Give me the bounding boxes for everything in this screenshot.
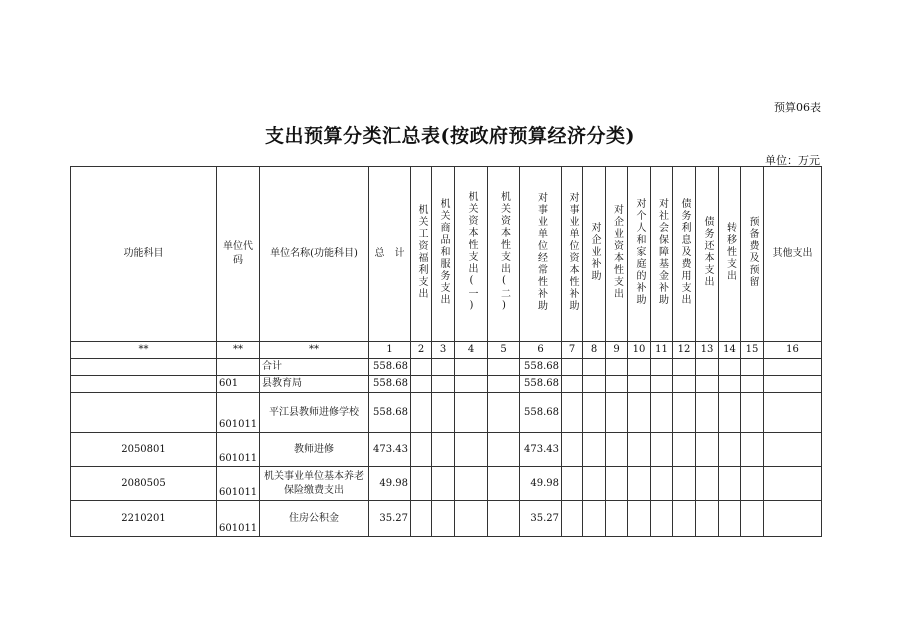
header-col-8: 对企业资本性支出 [606,167,628,342]
amount-cell [764,393,822,433]
amount-cell [606,376,628,393]
amount-cell [719,501,741,537]
amount-cell [719,393,741,433]
amount-cell [696,501,719,537]
header-unit-name: 单位名称(功能科目) [260,167,369,342]
index-cell: ** [71,342,217,359]
amount-cell: 558.68 [520,376,562,393]
amount-cell [455,376,488,393]
amount-cell [488,501,520,537]
header-col-13: 转移性支出 [719,167,741,342]
amount-cell: 473.43 [520,433,562,467]
amount-cell [764,376,822,393]
amount-cell [764,467,822,501]
total-cell: 558.68 [369,376,411,393]
amount-cell [673,376,696,393]
amount-cell [583,467,606,501]
index-cell: 9 [606,342,628,359]
amount-cell [562,433,583,467]
unit-code-cell: 601011 [217,501,260,537]
unit-name-cell: 住房公积金 [260,501,369,537]
amount-cell [628,376,651,393]
table-row [71,393,822,433]
total-cell: 35.27 [369,501,411,537]
index-cell: 16 [764,342,822,359]
amount-cell [673,359,696,376]
document-title: 支出预算分类汇总表(按政府预算经济分类) [265,125,635,147]
amount-cell [606,501,628,537]
amount-cell [488,359,520,376]
table-row [71,467,822,501]
index-cell: 6 [520,342,562,359]
header-col-7: 对企业补助 [583,167,606,342]
table-row [71,359,822,376]
amount-cell [432,433,455,467]
amount-cell [455,467,488,501]
header-unit-code: 单位代码 [217,167,260,342]
amount-cell: 558.68 [520,359,562,376]
header-col-11: 债务利息及费用支出 [673,167,696,342]
amount-cell [651,433,673,467]
index-cell: 7 [562,342,583,359]
header-col-10: 对社会保障基金补助 [651,167,673,342]
amount-cell [651,467,673,501]
amount-cell [432,359,455,376]
amount-cell [696,467,719,501]
unit-code-cell: 601011 [217,393,260,433]
amount-cell [696,359,719,376]
amount-cell [488,433,520,467]
amount-cell [562,393,583,433]
amount-cell [606,393,628,433]
document-code: 预算06表 [774,101,821,114]
unit-code-cell: 601011 [217,433,260,467]
amount-cell [651,376,673,393]
table-row [71,376,822,393]
header-col-15: 其他支出 [764,167,822,342]
header-col-3: 机关资本性支出(一) [455,167,488,342]
func-subject-cell [71,359,217,376]
index-cell: 12 [673,342,696,359]
amount-cell [651,393,673,433]
amount-cell [606,433,628,467]
index-cell: 10 [628,342,651,359]
amount-cell [488,467,520,501]
amount-cell [628,359,651,376]
amount-cell [411,359,432,376]
unit-name-cell: 县教育局 [260,376,369,393]
unit-name-cell: 平江县教师进修学校 [260,393,369,433]
func-subject-cell [71,376,217,393]
amount-cell [432,467,455,501]
index-cell: ** [260,342,369,359]
amount-cell [606,467,628,501]
amount-cell [719,433,741,467]
total-cell: 49.98 [369,467,411,501]
total-cell: 473.43 [369,433,411,467]
index-cell: ** [217,342,260,359]
amount-cell: 49.98 [520,467,562,501]
unit-name-cell: 机关事业单位基本养老保险缴费支出 [260,467,369,501]
amount-cell: 558.68 [520,393,562,433]
amount-cell [628,501,651,537]
amount-cell [741,433,764,467]
header-col-9: 对个人和家庭的补助 [628,167,651,342]
unit-name-cell: 教师进修 [260,433,369,467]
amount-cell [562,359,583,376]
amount-cell [583,376,606,393]
amount-cell [628,467,651,501]
amount-cell [411,376,432,393]
amount-cell [651,501,673,537]
table-row [71,433,822,467]
amount-cell [741,501,764,537]
amount-cell [411,433,432,467]
amount-cell [432,501,455,537]
amount-cell [411,393,432,433]
header-total: 总 计 [369,167,411,342]
amount-cell [696,433,719,467]
index-cell: 5 [488,342,520,359]
header-func-subject: 功能科目 [71,167,217,342]
amount-cell [488,376,520,393]
amount-cell [455,433,488,467]
amount-cell [583,359,606,376]
index-cell: 8 [583,342,606,359]
amount-cell [764,433,822,467]
amount-cell [741,359,764,376]
amount-cell: 35.27 [520,501,562,537]
amount-cell [764,359,822,376]
budget-table [70,166,822,537]
amount-cell [628,433,651,467]
amount-cell [455,393,488,433]
amount-cell [628,393,651,433]
unit-code-cell [217,359,260,376]
amount-cell [696,393,719,433]
amount-cell [764,501,822,537]
header-col-4: 机关资本性支出(二) [488,167,520,342]
header-col-5: 对事业单位经常性补助 [520,167,562,342]
amount-cell [673,467,696,501]
header-col-12: 债务还本支出 [696,167,719,342]
total-cell: 558.68 [369,393,411,433]
amount-cell [673,433,696,467]
amount-cell [562,376,583,393]
unit-name-cell: 合计 [260,359,369,376]
amount-cell [696,376,719,393]
index-cell: 4 [455,342,488,359]
index-cell: 1 [369,342,411,359]
amount-cell [741,393,764,433]
index-cell: 2 [411,342,432,359]
amount-cell [583,501,606,537]
index-row [71,342,822,359]
amount-cell [455,359,488,376]
header-col-14: 预备费及预留 [741,167,764,342]
amount-cell [562,467,583,501]
amount-cell [583,433,606,467]
amount-cell [411,501,432,537]
header-row [71,167,822,342]
amount-cell [432,393,455,433]
func-subject-cell [71,393,217,433]
amount-cell [488,393,520,433]
amount-cell [719,359,741,376]
unit-label: 单位：万元 [765,154,820,167]
amount-cell [673,393,696,433]
amount-cell [606,359,628,376]
amount-cell [432,376,455,393]
unit-code-cell: 601011 [217,467,260,501]
amount-cell [583,393,606,433]
amount-cell [455,501,488,537]
func-subject-cell: 2050801 [71,433,217,467]
amount-cell [411,467,432,501]
func-subject-cell: 2080505 [71,467,217,501]
index-cell: 11 [651,342,673,359]
index-cell: 13 [696,342,719,359]
unit-code-cell: 601 [217,376,260,393]
amount-cell [651,359,673,376]
header-col-1: 机关工资福利支出 [411,167,432,342]
amount-cell [741,467,764,501]
total-cell: 558.68 [369,359,411,376]
amount-cell [719,376,741,393]
index-cell: 3 [432,342,455,359]
index-cell: 15 [741,342,764,359]
table-row [71,501,822,537]
amount-cell [741,376,764,393]
amount-cell [673,501,696,537]
header-col-6: 对事业单位资本性补助 [562,167,583,342]
func-subject-cell: 2210201 [71,501,217,537]
amount-cell [562,501,583,537]
index-cell: 14 [719,342,741,359]
amount-cell [719,467,741,501]
header-col-2: 机关商品和服务支出 [432,167,455,342]
